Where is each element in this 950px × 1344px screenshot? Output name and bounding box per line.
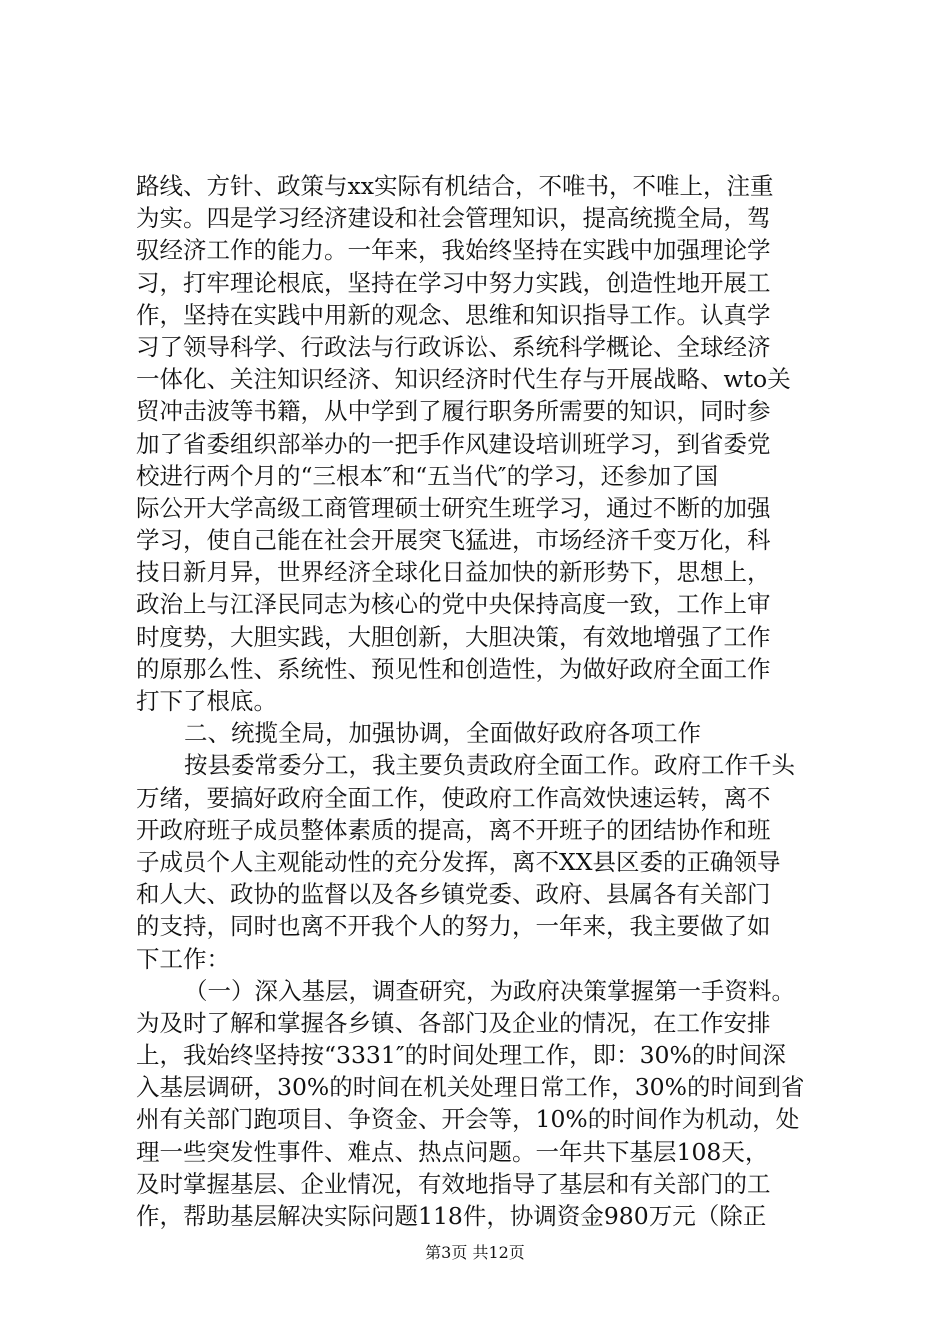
text-line: 的原那么性、系统性、预见性和创造性，为做好政府全面工作 xyxy=(136,654,771,683)
text-line: 时度势，大胆实践，大胆创新，大胆决策，有效地增强了工作 xyxy=(136,622,771,651)
text-line: 驭经济工作的能力。一年来，我始终坚持在实践中加强理论学 xyxy=(136,236,771,265)
section-heading: 二、统揽全局，加强协调，全面做好政府各项工作 xyxy=(184,719,701,748)
text-line: 子成员个人主观能动性的充分发挥，离不XX县区委的正确领导 xyxy=(136,847,781,876)
text-line: 学习，使自己能在社会开展突飞猛进，市场经济千变万化，科 xyxy=(136,526,771,555)
text-line: 路线、方针、政策与xx实际有机结合，不唯书，不唯上，注重 xyxy=(136,172,774,200)
text-line: 政治上与江泽民同志为核心的党中央保持高度一致，工作上审 xyxy=(136,590,771,619)
text-line: 及时掌握基层、企业情况，有效地指导了基层和有关部门的工 xyxy=(136,1169,771,1198)
text-line: 习，打牢理论根底，坚持在学习中努力实践，创造性地开展工 xyxy=(136,268,771,297)
text-line: 下工作： xyxy=(136,944,230,973)
paragraph-start-line: 按县委常委分工，我主要负责政府全面工作。政府工作千头 xyxy=(184,751,795,780)
text-line: 和人大、政协的监督以及各乡镇党委、政府、县属各有关部门 xyxy=(136,880,771,909)
text-line: 入基层调研，30%的时间在机关处理日常工作，30%的时间到省 xyxy=(136,1073,805,1102)
text-line: 校进行两个月的“三根本″和“五当代″的学习，还参加了国 xyxy=(136,461,719,490)
text-line: 技日新月异，世界经济全球化日益加快的新形势下，思想上， xyxy=(136,558,771,587)
text-line: 的支持，同时也离不开我个人的努力，一年来，我主要做了如 xyxy=(136,912,771,941)
text-line: 作，帮助基层解决实际问题118件，协调资金980万元（除正 xyxy=(136,1202,767,1230)
text-line: 开政府班子成员整体素质的提高，离不开班子的团结协作和班 xyxy=(136,815,771,844)
text-line: 为实。四是学习经济建设和社会管理知识，提高统揽全局，驾 xyxy=(136,204,771,233)
text-line: 理一些突发性事件、难点、热点问题。一年共下基层108天， xyxy=(136,1137,769,1166)
text-line: 为及时了解和掌握各乡镇、各部门及企业的情况，在工作安排 xyxy=(136,1008,771,1037)
text-line: 加了省委组织部举办的一把手作风建设培训班学习，到省委党 xyxy=(136,429,771,458)
text-line: 习了领导科学、行政法与行政诉讼、系统科学概论、全球经济 xyxy=(136,332,771,361)
text-line: 上，我始终坚持按“3331″的时间处理工作，即：30%的时间深 xyxy=(136,1041,786,1070)
document-body xyxy=(136,170,836,1232)
subsection-heading: （一）深入基层，调查研究，为政府决策掌握第一手资料。 xyxy=(184,976,795,1005)
text-line: 作，坚持在实践中用新的观念、思维和知识指导工作。认真学 xyxy=(136,300,771,329)
text-line: 州有关部门跑项目、争资金、开会等，10%的时间作为机动，处 xyxy=(136,1105,800,1134)
page-number-footer: 第3页 共12页 xyxy=(425,1243,525,1262)
text-line: 际公开大学高级工商管理硕士研究生班学习，通过不断的加强 xyxy=(136,493,771,522)
text-line: 打下了根底。 xyxy=(136,687,277,715)
text-line: 一体化、关注知识经济、知识经济时代生存与开展战略、wto关 xyxy=(136,365,791,394)
text-line: 万绪，要搞好政府全面工作，使政府工作高效快速运转，离不 xyxy=(136,783,771,812)
text-line: 贸冲击波等书籍，从中学到了履行职务所需要的知识，同时参 xyxy=(136,397,771,426)
